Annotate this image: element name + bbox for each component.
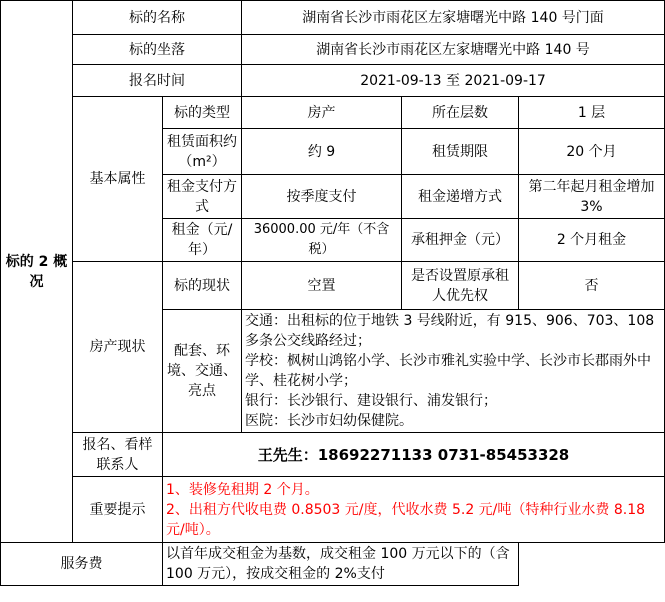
row-service-fee	[1, 543, 665, 586]
name-label: 标的名称	[73, 1, 242, 35]
floor-label: 所在层数	[402, 97, 519, 129]
type-label: 标的类型	[163, 97, 242, 129]
status-group-label: 房产现状	[73, 262, 163, 433]
env-schools: 学校：枫树山鸿铭小学、长沙市雅礼实验中学、长沙市长郡雨外中学、桂花树小学；	[245, 353, 651, 389]
priority-value: 否	[519, 262, 665, 310]
current-value: 空置	[242, 262, 402, 310]
payment-value: 按季度支付	[242, 175, 402, 219]
increase-value: 第二年起月租金增加 3%	[519, 175, 665, 219]
row-current	[1, 262, 665, 310]
type-value: 房产	[242, 97, 402, 129]
notice-text	[163, 477, 665, 543]
env-description	[242, 310, 665, 433]
notice-line-2: 2、出租方代收电费 0.8503 元/度，代收水费 5.2 元/吨（特种行业水费 8.18 元/吨）。	[166, 501, 646, 538]
env-hospital: 医院：长沙市妇幼保健院。	[245, 413, 413, 429]
term-label: 租赁期限	[402, 129, 519, 175]
rent-label: 租金（元/年）	[163, 219, 242, 262]
row-signup-time	[1, 65, 665, 97]
notice-label: 重要提示	[73, 477, 163, 543]
basic-group-label: 基本属性	[73, 97, 163, 262]
env-banks: 银行：长沙银行、建设银行、浦发银行；	[245, 393, 497, 409]
current-label: 标的现状	[163, 262, 242, 310]
increase-label: 租金递增方式	[402, 175, 519, 219]
row-type	[1, 97, 665, 129]
location-value: 湖南省长沙市雨花区左家塘曙光中路 140 号	[242, 35, 665, 65]
name-value: 湖南省长沙市雨花区左家塘曙光中路 140 号门面	[242, 1, 665, 35]
row-notice	[1, 477, 665, 543]
service-fee-value: 以首年成交租金为基数，成交租金 100 万元以下的（含 100 万元），按成交租金的 2%支付	[163, 543, 519, 586]
payment-label: 租金支付方式	[163, 175, 242, 219]
deposit-value: 2 个月租金	[519, 219, 665, 262]
rent-value: 36000.00 元/年（不含税）	[242, 219, 402, 262]
service-fee-label: 服务费	[1, 543, 163, 586]
area-label: 租赁面积约（m²）	[163, 129, 242, 175]
env-transport: 交通：出租标的位于地铁 3 号线附近，有 915、906、703、108 多条公交线路经过；	[245, 313, 655, 349]
area-value: 约 9	[242, 129, 402, 175]
signup-time-value: 2021-09-13 至 2021-09-17	[242, 65, 665, 97]
deposit-label: 承租押金（元）	[402, 219, 519, 262]
signup-time-label: 报名时间	[73, 65, 242, 97]
section-title: 标的 2 概况	[1, 1, 73, 543]
env-label: 配套、环境、交通、亮点	[163, 310, 242, 433]
row-contact	[1, 433, 665, 477]
priority-label: 是否设置原承租人优先权	[402, 262, 519, 310]
contact-value: 王先生：18692271133 0731-85453328	[163, 433, 665, 477]
row-location	[1, 35, 665, 65]
notice-line-1: 1、装修免租期 2 个月。	[166, 481, 319, 498]
term-value: 20 个月	[519, 129, 665, 175]
location-label: 标的坐落	[73, 35, 242, 65]
floor-value: 1 层	[519, 97, 665, 129]
row-name	[1, 1, 665, 35]
contact-label: 报名、看样联系人	[73, 433, 163, 477]
